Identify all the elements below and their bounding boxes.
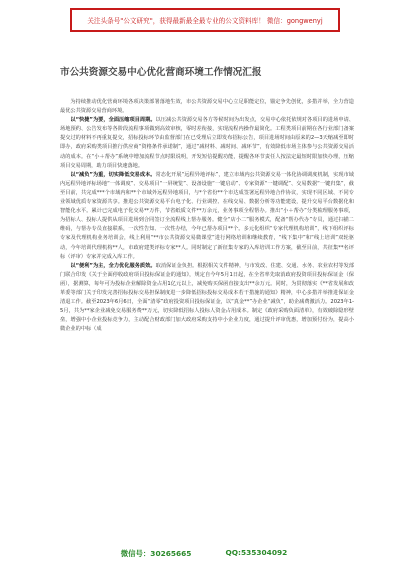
document-body	[60, 98, 354, 334]
paragraph-text: 为持续推动优化营商环境各项决策部署落地生效，市公共资源交易中心立足职能定位，锚定争先创优，多措并举，全力营造最优公共资源交易营商环境。	[60, 99, 354, 115]
paragraph-lead: 以“快捷”为要，全面压缩项目周期。	[70, 117, 156, 124]
paragraph-fast	[60, 116, 354, 171]
document-title: 市公共资源交易中心优化营商环境工作情况汇报	[60, 67, 262, 78]
promo-banner	[70, 8, 340, 32]
paragraph-reduce-burden	[60, 171, 354, 262]
paragraph-intro	[60, 98, 354, 116]
footer-qq: QQ:535304092	[225, 548, 288, 557]
paragraph-text: 常态化开展“远程异地评标”，建立市域内公共资源交易一体化协调调度机制，实现市域内远程异地评标场地“一体调度”、交易项目“一屏统览”、设备设施“一键启动”、专家资源“一键调配”、交易数据“一键归集”，截至目前，共完成***个市域内和**个市域外远程异地项目，与*个省份**个市达成签署远程异地合作协议，实现不同区域、不同专业领域优质专家资源共享。推进公共资源交易平台电子化、行业调控、在线交易、数据分析等功能建设，提升交易平台数据化和智能化水平。累计已完成电子化交易**万件，节省纸质文件**万余元，业务事项全程帮办。推出“小＋帮办”分类梳理服务事项，为招标人、投标人提供从项目进场到合同签订全流程线上帮办服务。健全“店小二”服务模式，配备“帮办代办”专员，通过扫描二维码，与帮办专员直接联系，一次性告知、一次性办结，今年已帮办项目**个。多元化组织“专家代理机构培训”，线下组织评标专家及代理机构业务培训会，线上利用“**市公共资源交易微课堂”进行网络培训和继续教育，“线下集中”和“线上培训”双轮驱动，今年培训代理机构**人，市政府建类评标专家**人。同时制定了新征集专家的入库培训工作方案，截至目前，共征集**名评标（评审）专家并完成入库工作。	[60, 171, 354, 260]
contact-footer	[0, 548, 408, 562]
footer-wechat: 微信号：30265665	[120, 549, 192, 558]
paragraph-text: 取消保证金负担。根据相关文件精神，与市发改、住建、交通、水务、农业农村等发部门联合印发《关于全面停收政府项目投标保证金的通知》，规定自今年5月1日起，在全省率先取消政府投资项目投标保证金（保函），据测算，每年可为投标企业解除资金占用1亿元以上，减免购买保函直接支出**余万元。同时，为贯彻落实《**省发展和改革委等部门关于印发完善招标投标交易担保制度进一步降低招标投标交易成本若干措施的通知》精神，中心多措并举推进保证金清退工作。截至2023年6月6日，全面“清零”政府投资项目投标保证金，以“真金**”办企业“减负”，助企减费激活力。2023年1-5月，共为**家企业减免交易服务费**万元，切实降低招标人投标人资金占用成本。制定《政府采购负面清单》，有效破除隐形壁垒，增强中小企业投标竞争力，主动配合财政部门加大政府采购支持中小企业力度，通过提升评审优惠，增加预付份为，提高小微企业的中标（成	[60, 262, 354, 333]
paragraph-lead: 以“便利”为主，全力优化服务质效。	[70, 262, 156, 269]
paragraph-lead: 以“减负”为重，切实降低交易成本。	[70, 171, 156, 178]
promo-banner-text: 关注头条号"公文研究"，获得最新最全最专业的公文资料库！ 微信：gongwenyj	[87, 17, 323, 25]
paragraph-text: 以压减公共资源交易各方等候时间为出发点，交易中心依托依规对各项目的进场申请、场地预约、公告发布等各阶段流程事项做到高效审核，零时差衔接，实现流程内操作最简化。工程类项目前期在各行业部门备案提交过的材料不再重复提交，招标投标环节由监督部门在已受理后立即发布招标公告，项目进场时间由原来的2—3天缩减至即时即办，政府采购类项目推行供应商“资格条件承诺制”，通过“减材料、减时间、减环节”，有效降低市场主体参与公共资源交易活动的成本。在“小＋帮办”系统中增加流程节点时限说明，开发短信提醒功能，提醒各环节责任人按法定最短时限加快办理，压缩项目交易周期，助力项目快速落地。	[60, 117, 354, 169]
paragraph-convenience	[60, 262, 354, 335]
